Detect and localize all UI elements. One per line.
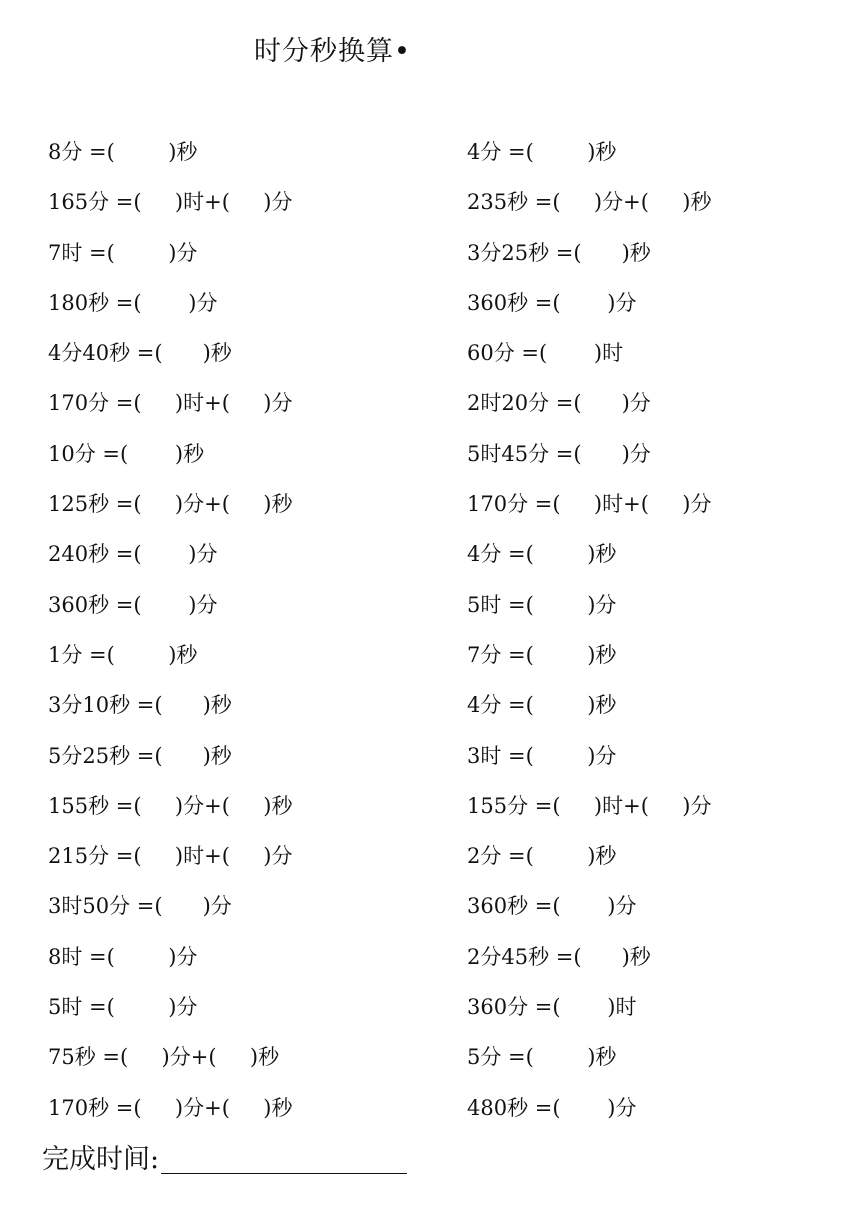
problem-row — [0, 585, 868, 635]
problem-row — [0, 1088, 868, 1138]
problem-right: 3时 =( )分 — [467, 743, 617, 768]
problem-left: 8时 =( )分 — [48, 944, 198, 969]
problem-row — [0, 132, 868, 182]
problem-left: 155秒 =( )分+( )秒 — [48, 793, 293, 818]
problem-right: 2时20分 =( )分 — [467, 391, 651, 416]
problem-left: 180秒 =( )分 — [48, 290, 218, 315]
problem-right: 4分 =( )秒 — [467, 693, 617, 718]
problem-right: 60分 =( )时 — [467, 341, 624, 366]
problem-left: 170秒 =( )分+( )秒 — [48, 1095, 293, 1120]
problem-left: 240秒 =( )分 — [48, 542, 218, 567]
problem-row — [0, 836, 868, 886]
problem-left: 5分25秒 =( )秒 — [48, 743, 232, 768]
problem-row — [0, 484, 868, 534]
problem-row — [0, 937, 868, 987]
problem-row — [0, 534, 868, 584]
problem-left: 3时50分 =( )分 — [48, 894, 232, 919]
problem-right: 480秒 =( )分 — [467, 1095, 637, 1120]
problem-row — [0, 786, 868, 836]
problem-left: 3分10秒 =( )秒 — [48, 693, 232, 718]
problem-row — [0, 635, 868, 685]
problem-row — [0, 685, 868, 735]
problem-left: 8分 =( )秒 — [48, 140, 198, 164]
problem-right: 2分45秒 =( )秒 — [467, 944, 651, 969]
problem-left: 125秒 =( )分+( )秒 — [48, 492, 293, 517]
problem-right: 7分 =( )秒 — [467, 642, 617, 667]
problem-row — [0, 333, 868, 383]
page-title: 时分秒换算• — [254, 36, 411, 67]
problem-row — [0, 283, 868, 333]
problem-right: 360秒 =( )分 — [467, 894, 637, 919]
problem-right: 3分25秒 =( )秒 — [467, 240, 651, 265]
problem-right: 170分 =( )时+( )分 — [467, 492, 712, 517]
completion-time-label: 完成时间: — [42, 1144, 160, 1175]
problem-left: 75秒 =( )分+( )秒 — [48, 1045, 280, 1070]
problem-left: 5时 =( )分 — [48, 995, 198, 1020]
problem-row — [0, 383, 868, 433]
problem-right: 5时45分 =( )分 — [467, 441, 651, 466]
problem-right: 5时 =( )分 — [467, 592, 617, 617]
problem-row — [0, 182, 868, 232]
problem-right: 2分 =( )秒 — [467, 844, 617, 869]
problem-left: 4分40秒 =( )秒 — [48, 341, 232, 366]
problem-row — [0, 434, 868, 484]
problem-list — [0, 132, 868, 1138]
problem-row — [0, 233, 868, 283]
problem-row — [0, 987, 868, 1037]
problem-row — [0, 736, 868, 786]
problem-row — [0, 1037, 868, 1087]
problem-right: 360秒 =( )分 — [467, 290, 637, 315]
problem-right: 155分 =( )时+( )分 — [467, 793, 712, 818]
problem-left: 165分 =( )时+( )分 — [48, 190, 293, 215]
completion-time-blank[interactable] — [161, 1143, 407, 1174]
problem-left: 360秒 =( )分 — [48, 592, 218, 617]
problem-left: 1分 =( )秒 — [48, 642, 198, 667]
completion-time — [42, 1140, 407, 1180]
problem-right: 4分 =( )秒 — [467, 542, 617, 567]
problem-right: 235秒 =( )分+( )秒 — [467, 190, 712, 215]
problem-left: 170分 =( )时+( )分 — [48, 391, 293, 416]
problem-right: 4分 =( )秒 — [467, 140, 617, 164]
problem-left: 10分 =( )秒 — [48, 441, 205, 466]
problem-right: 5分 =( )秒 — [467, 1045, 617, 1070]
problem-right: 360分 =( )时 — [467, 995, 637, 1020]
problem-row — [0, 886, 868, 936]
problem-left: 215分 =( )时+( )分 — [48, 844, 293, 869]
problem-left: 7时 =( )分 — [48, 240, 198, 265]
